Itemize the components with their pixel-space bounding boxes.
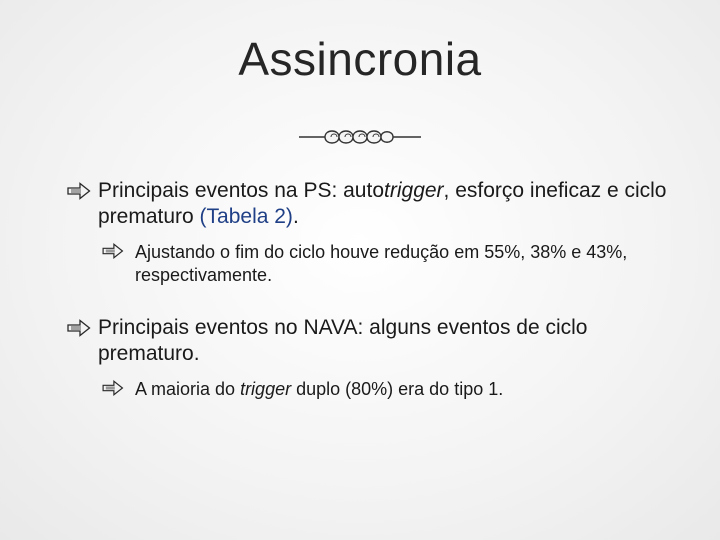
scroll-flourish-icon	[295, 124, 425, 150]
sub-bullet-2-text: A maioria do trigger duplo (80%) era do tipo 1.	[135, 379, 504, 399]
hollow-arrow-icon	[66, 181, 92, 201]
sub-bullet-1-text: Ajustando o fim do ciclo houve redução em 55%, 38% e 43%, respectivamente.	[135, 242, 628, 285]
slide-title: Assincronia	[238, 33, 482, 85]
sub-bullet-1	[101, 241, 686, 287]
hollow-arrow-icon	[101, 379, 125, 397]
bullet-1	[66, 178, 686, 230]
sub-bullet-2	[101, 378, 686, 401]
hollow-arrow-icon	[101, 242, 125, 260]
bullet-2-text: Principais eventos no NAVA: alguns eventos de ciclo prematuro.	[98, 316, 588, 365]
hollow-arrow-icon	[66, 318, 92, 338]
bullet-2	[66, 315, 686, 367]
bullet-1-text: Principais eventos na PS: autotrigger, esforço ineficaz e ciclo prematuro (Tabela 2).	[98, 179, 667, 228]
table-2-link[interactable]: (Tabela 2)	[199, 205, 293, 228]
bullet-list	[66, 178, 686, 401]
